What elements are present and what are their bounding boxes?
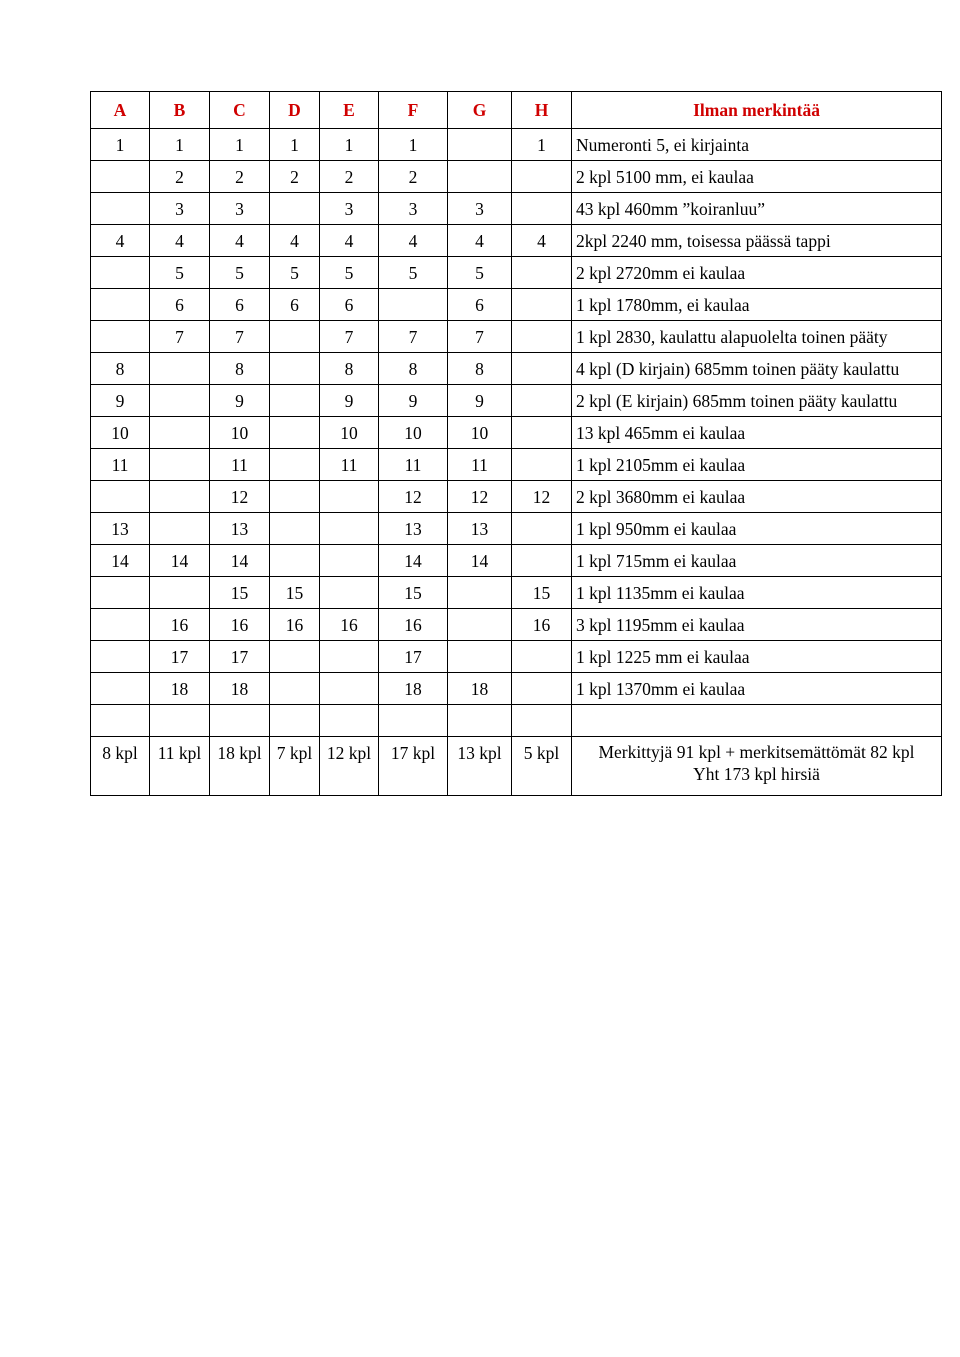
- table-row: [91, 449, 942, 481]
- empty-row: [91, 705, 942, 737]
- table-cell: [320, 481, 379, 513]
- table-cell: 11: [379, 449, 448, 481]
- row-description: Numeronti 5, ei kirjainta: [572, 129, 942, 161]
- table-cell: 5: [320, 257, 379, 289]
- table-cell: [91, 673, 150, 705]
- table-cell: 10: [210, 417, 270, 449]
- table-cell: [270, 513, 320, 545]
- table-cell: 15: [512, 577, 572, 609]
- table-cell: [270, 193, 320, 225]
- empty-cell: [270, 705, 320, 737]
- empty-cell: [210, 705, 270, 737]
- table-cell: [91, 161, 150, 193]
- totals-summary: [572, 737, 942, 796]
- table-row: [91, 129, 942, 161]
- table-cell: [91, 481, 150, 513]
- table-cell: [512, 289, 572, 321]
- table-cell: [91, 609, 150, 641]
- table-cell: 6: [448, 289, 512, 321]
- table-cell: [448, 129, 512, 161]
- table-cell: 4: [210, 225, 270, 257]
- table-cell: 2: [150, 161, 210, 193]
- table-cell: 17: [379, 641, 448, 673]
- table-cell: [512, 417, 572, 449]
- column-header-description: Ilman merkintää: [572, 92, 942, 129]
- table-cell: [448, 641, 512, 673]
- table-cell: [448, 609, 512, 641]
- table-cell: 8: [320, 353, 379, 385]
- table-cell: 2: [210, 161, 270, 193]
- table-cell: 10: [448, 417, 512, 449]
- table-cell: 2: [379, 161, 448, 193]
- table-cell: 17: [150, 641, 210, 673]
- table-cell: 10: [320, 417, 379, 449]
- table-cell: 16: [379, 609, 448, 641]
- table-cell: 2: [320, 161, 379, 193]
- row-description: 2kpl 2240 mm, toisessa päässä tappi: [572, 225, 942, 257]
- table-cell: [379, 289, 448, 321]
- table-cell: 13: [210, 513, 270, 545]
- table-cell: 16: [270, 609, 320, 641]
- table-cell: [512, 321, 572, 353]
- row-description: 43 kpl 460mm ”koiranluu”: [572, 193, 942, 225]
- table-cell: 18: [448, 673, 512, 705]
- row-description: 1 kpl 950mm ei kaulaa: [572, 513, 942, 545]
- row-description: 1 kpl 2105mm ei kaulaa: [572, 449, 942, 481]
- table-cell: 1: [379, 129, 448, 161]
- table-cell: 7: [379, 321, 448, 353]
- table-cell: [448, 161, 512, 193]
- column-header-g: G: [448, 92, 512, 129]
- table-cell: 16: [512, 609, 572, 641]
- summary-total-count: Yht 173 kpl hirsiä: [693, 764, 820, 784]
- total-cell: 17 kpl: [379, 737, 448, 796]
- table-cell: [512, 449, 572, 481]
- table-cell: 8: [91, 353, 150, 385]
- table-cell: 12: [210, 481, 270, 513]
- table-cell: [320, 641, 379, 673]
- row-description: 2 kpl 3680mm ei kaulaa: [572, 481, 942, 513]
- table-cell: 3: [210, 193, 270, 225]
- column-header-h: H: [512, 92, 572, 129]
- table-cell: 3: [150, 193, 210, 225]
- table-cell: [150, 385, 210, 417]
- table-cell: 18: [210, 673, 270, 705]
- table-cell: 4: [379, 225, 448, 257]
- table-cell: 6: [150, 289, 210, 321]
- table-cell: 1: [512, 129, 572, 161]
- table-cell: 7: [210, 321, 270, 353]
- summary-marked-count: Merkittyjä 91 kpl + merkitsemättömät 82 kpl: [598, 742, 915, 762]
- table-cell: 1: [270, 129, 320, 161]
- table-cell: [270, 417, 320, 449]
- row-description: 1 kpl 715mm ei kaulaa: [572, 545, 942, 577]
- table-cell: [320, 513, 379, 545]
- column-header-c: C: [210, 92, 270, 129]
- row-description: 1 kpl 1135mm ei kaulaa: [572, 577, 942, 609]
- row-description: 1 kpl 1780mm, ei kaulaa: [572, 289, 942, 321]
- table-body: [91, 129, 942, 796]
- table-row: [91, 609, 942, 641]
- table-cell: [270, 673, 320, 705]
- table-cell: 8: [379, 353, 448, 385]
- table-cell: 16: [320, 609, 379, 641]
- table-cell: [91, 321, 150, 353]
- table-cell: [320, 673, 379, 705]
- table-row: [91, 225, 942, 257]
- table-row: [91, 641, 942, 673]
- table-cell: 4: [270, 225, 320, 257]
- table-cell: [150, 449, 210, 481]
- table-cell: 3: [320, 193, 379, 225]
- table-cell: 11: [210, 449, 270, 481]
- table-cell: 8: [210, 353, 270, 385]
- totals-row: [91, 737, 942, 796]
- column-header-b: B: [150, 92, 210, 129]
- table-cell: 15: [270, 577, 320, 609]
- table-cell: 1: [91, 129, 150, 161]
- table-cell: [270, 545, 320, 577]
- empty-cell: [320, 705, 379, 737]
- table-cell: [270, 641, 320, 673]
- column-header-d: D: [270, 92, 320, 129]
- table-row: [91, 257, 942, 289]
- table-cell: [150, 577, 210, 609]
- row-description: 2 kpl 2720mm ei kaulaa: [572, 257, 942, 289]
- table-row: [91, 513, 942, 545]
- table-cell: 1: [150, 129, 210, 161]
- table-cell: [512, 545, 572, 577]
- table-cell: 11: [320, 449, 379, 481]
- table-cell: 14: [379, 545, 448, 577]
- table-cell: [270, 385, 320, 417]
- table-cell: [270, 321, 320, 353]
- table-row: [91, 545, 942, 577]
- table-cell: [512, 385, 572, 417]
- table-cell: 6: [210, 289, 270, 321]
- column-header-a: A: [91, 92, 150, 129]
- row-description: 2 kpl (E kirjain) 685mm toinen pääty kaulattu: [572, 385, 942, 417]
- table-cell: 5: [270, 257, 320, 289]
- table-row: [91, 417, 942, 449]
- table-cell: 13: [379, 513, 448, 545]
- table-cell: [150, 481, 210, 513]
- table-cell: 4: [150, 225, 210, 257]
- table-cell: 4: [91, 225, 150, 257]
- table-cell: 5: [379, 257, 448, 289]
- table-cell: [512, 641, 572, 673]
- table-row: [91, 161, 942, 193]
- table-cell: 16: [210, 609, 270, 641]
- table-cell: 1: [210, 129, 270, 161]
- table-cell: [512, 161, 572, 193]
- total-cell: 7 kpl: [270, 737, 320, 796]
- total-cell: 13 kpl: [448, 737, 512, 796]
- table-cell: [270, 353, 320, 385]
- table-cell: [91, 193, 150, 225]
- table-row: [91, 289, 942, 321]
- table-header-row: [91, 92, 942, 129]
- table-cell: 17: [210, 641, 270, 673]
- table-cell: [512, 257, 572, 289]
- table-cell: 6: [270, 289, 320, 321]
- table-row: [91, 577, 942, 609]
- table-cell: 12: [379, 481, 448, 513]
- table-cell: 16: [150, 609, 210, 641]
- empty-cell: [572, 705, 942, 737]
- table-cell: [512, 193, 572, 225]
- table-cell: [512, 673, 572, 705]
- table-cell: 9: [379, 385, 448, 417]
- table-cell: 14: [91, 545, 150, 577]
- log-marking-table: [90, 91, 942, 796]
- table-cell: [320, 545, 379, 577]
- table-row: [91, 385, 942, 417]
- total-cell: 5 kpl: [512, 737, 572, 796]
- table-cell: 14: [210, 545, 270, 577]
- table-cell: [150, 353, 210, 385]
- table-cell: [91, 257, 150, 289]
- table-cell: 15: [210, 577, 270, 609]
- table-cell: [512, 513, 572, 545]
- empty-cell: [448, 705, 512, 737]
- column-header-e: E: [320, 92, 379, 129]
- row-description: 1 kpl 1225 mm ei kaulaa: [572, 641, 942, 673]
- table-cell: 13: [91, 513, 150, 545]
- table-cell: 15: [379, 577, 448, 609]
- table-row: [91, 321, 942, 353]
- table-cell: [91, 289, 150, 321]
- table-row: [91, 481, 942, 513]
- table-cell: 14: [150, 545, 210, 577]
- empty-cell: [379, 705, 448, 737]
- table-cell: 6: [320, 289, 379, 321]
- table-cell: 10: [91, 417, 150, 449]
- table-cell: [512, 353, 572, 385]
- table-cell: [448, 577, 512, 609]
- table-cell: 5: [150, 257, 210, 289]
- table-cell: 1: [320, 129, 379, 161]
- table-cell: 9: [210, 385, 270, 417]
- table-cell: 4: [320, 225, 379, 257]
- total-cell: 12 kpl: [320, 737, 379, 796]
- table-cell: 10: [379, 417, 448, 449]
- table-cell: 13: [448, 513, 512, 545]
- table-cell: 11: [91, 449, 150, 481]
- row-description: 3 kpl 1195mm ei kaulaa: [572, 609, 942, 641]
- table-cell: 8: [448, 353, 512, 385]
- row-description: 1 kpl 2830, kaulattu alapuolelta toinen pääty: [572, 321, 942, 353]
- column-header-f: F: [379, 92, 448, 129]
- table-cell: 5: [448, 257, 512, 289]
- table-cell: 18: [150, 673, 210, 705]
- total-cell: 18 kpl: [210, 737, 270, 796]
- empty-cell: [512, 705, 572, 737]
- table-cell: 14: [448, 545, 512, 577]
- table-cell: 12: [512, 481, 572, 513]
- table-cell: [150, 417, 210, 449]
- table-cell: 4: [512, 225, 572, 257]
- table-cell: [91, 577, 150, 609]
- table-cell: [91, 641, 150, 673]
- table-cell: [320, 577, 379, 609]
- row-description: 2 kpl 5100 mm, ei kaulaa: [572, 161, 942, 193]
- table-cell: 2: [270, 161, 320, 193]
- table-cell: 3: [448, 193, 512, 225]
- table-cell: 9: [91, 385, 150, 417]
- table-cell: 5: [210, 257, 270, 289]
- table-cell: [270, 449, 320, 481]
- total-cell: 8 kpl: [91, 737, 150, 796]
- table-cell: 11: [448, 449, 512, 481]
- row-description: 13 kpl 465mm ei kaulaa: [572, 417, 942, 449]
- table-cell: 7: [150, 321, 210, 353]
- table-cell: [270, 481, 320, 513]
- table-cell: 12: [448, 481, 512, 513]
- table-cell: [150, 513, 210, 545]
- total-cell: 11 kpl: [150, 737, 210, 796]
- table-row: [91, 193, 942, 225]
- table-row: [91, 673, 942, 705]
- empty-cell: [91, 705, 150, 737]
- row-description: 1 kpl 1370mm ei kaulaa: [572, 673, 942, 705]
- table-cell: 7: [320, 321, 379, 353]
- table-row: [91, 353, 942, 385]
- table-cell: 3: [379, 193, 448, 225]
- table-cell: 7: [448, 321, 512, 353]
- table-cell: 9: [448, 385, 512, 417]
- table-cell: 18: [379, 673, 448, 705]
- table-cell: 4: [448, 225, 512, 257]
- row-description: 4 kpl (D kirjain) 685mm toinen pääty kaulattu: [572, 353, 942, 385]
- table-cell: 9: [320, 385, 379, 417]
- empty-cell: [150, 705, 210, 737]
